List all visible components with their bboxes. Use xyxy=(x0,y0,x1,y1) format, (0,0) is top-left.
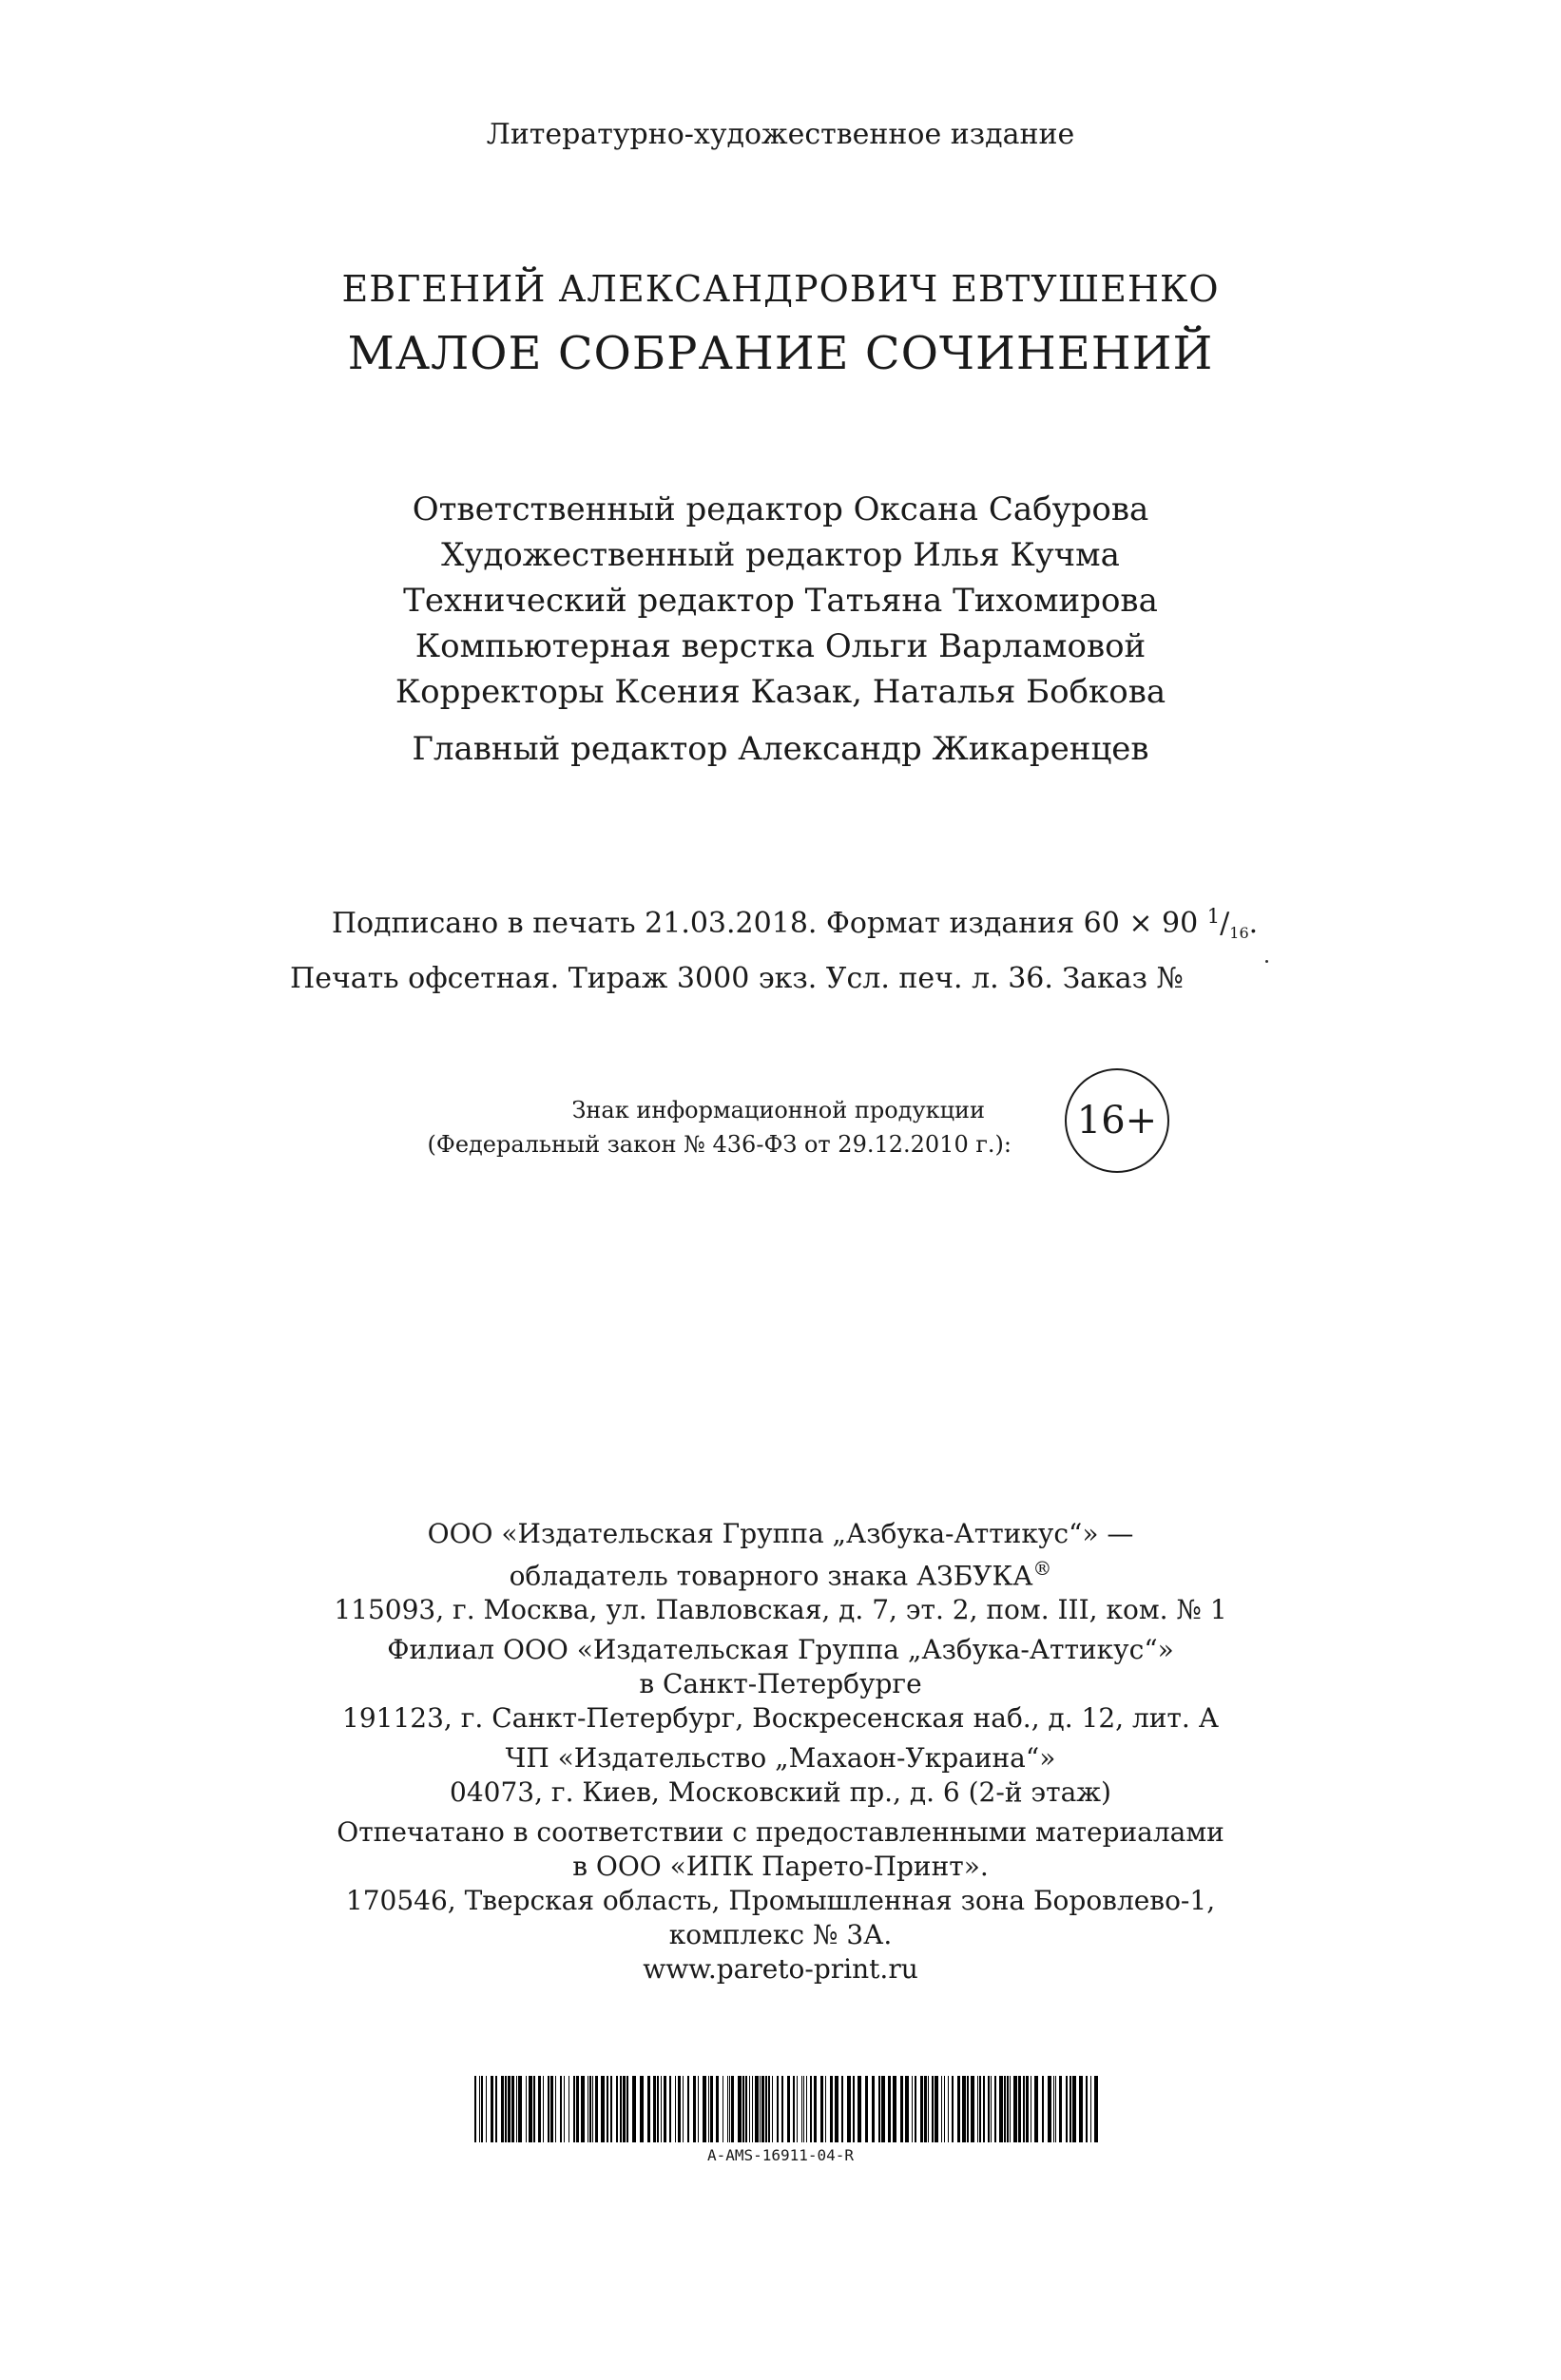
barcode-bar xyxy=(935,2076,938,2142)
barcode-bar xyxy=(1079,2076,1083,2142)
barcode-bar xyxy=(967,2076,969,2142)
barcode-bar xyxy=(772,2076,773,2142)
branch-line: 191123, г. Санкт-Петербург, Воскресенская наб., д. 12, лит. А xyxy=(342,1702,1219,1735)
barcode-bar xyxy=(991,2076,992,2142)
printer-line: 170546, Тверская область, Промышленная зона Боровлево-1, xyxy=(345,1885,1216,1917)
barcode-bar xyxy=(858,2076,861,2142)
print-info-line-1: Подписано в печать 21.03.2018. Формат издания 60 × 90 $^1/_{16}$. xyxy=(331,905,1259,942)
barcode-bar xyxy=(793,2076,795,2142)
barcode-bar xyxy=(941,2076,942,2142)
barcode-bar xyxy=(928,2076,929,2142)
barcode-bar xyxy=(727,2076,728,2142)
barcode-bar xyxy=(1018,2076,1021,2142)
barcode-bar xyxy=(693,2076,696,2142)
credit-line: Технический редактор Татьяна Тихомирова xyxy=(403,582,1158,620)
barcode-bar xyxy=(888,2076,891,2142)
barcode-text: A-AMS-16911-04-R xyxy=(706,2146,855,2164)
barcode-bar xyxy=(640,2076,644,2142)
barcode-bar xyxy=(912,2076,913,2142)
barcode-bar xyxy=(1026,2076,1029,2142)
barcode-bar xyxy=(801,2076,802,2142)
print-info-line-2: Печать офсетная. Тираж 3000 экз. Усл. печ. л. 36. Заказ № xyxy=(290,962,1184,995)
barcode-bar xyxy=(893,2076,896,2142)
barcode-bar xyxy=(729,2076,730,2142)
registered-mark: ® xyxy=(1032,1557,1052,1580)
barcode-bar xyxy=(872,2076,875,2142)
barcode-bar xyxy=(977,2076,978,2142)
print-info xyxy=(0,893,1561,1002)
barcode-bar xyxy=(543,2076,544,2142)
barcode-bar xyxy=(616,2076,618,2142)
barcode-bar xyxy=(742,2076,744,2142)
publisher-line: ООО «Издательская Группа „Азбука-Аттикус“» — xyxy=(427,1518,1134,1549)
barcode-bar xyxy=(731,2076,734,2142)
barcode-bar xyxy=(768,2076,770,2142)
barcode-bar xyxy=(526,2076,527,2142)
barcode-bar xyxy=(589,2076,591,2142)
barcode-bar xyxy=(1023,2076,1025,2142)
staff-credits xyxy=(0,487,1561,772)
age-rating-label: Знак информационной продукции (Федеральный закон № 436-ФЗ от 29.12.2010 г.): xyxy=(427,1097,1012,1158)
barcode-bar xyxy=(601,2076,605,2142)
barcode-bar xyxy=(814,2076,817,2142)
barcode-bar xyxy=(1086,2076,1088,2142)
format-fraction-slash: / xyxy=(1220,907,1230,940)
barcode-bar xyxy=(988,2076,990,2142)
author-name: ЕВГЕНИЙ АЛЕКСАНДРОВИЧ ЕВТУШЕНКО xyxy=(341,268,1220,310)
barcode-bar xyxy=(1013,2076,1017,2142)
barcode-bar xyxy=(474,2076,476,2142)
barcode-bar xyxy=(653,2076,656,2142)
barcode-bar xyxy=(825,2076,826,2142)
barcode-bar xyxy=(491,2076,493,2142)
barcode-bar xyxy=(787,2076,790,2142)
barcode-bar xyxy=(865,2076,868,2142)
branch-line: Филиал ООО «Издательская Группа „Азбука-Аттикус“» xyxy=(387,1634,1174,1666)
barcode-bar xyxy=(607,2076,608,2142)
barcode-bar xyxy=(932,2076,934,2142)
barcode-bar xyxy=(881,2076,885,2142)
barcode-bar xyxy=(501,2076,504,2142)
barcode-bar xyxy=(664,2076,666,2142)
barcode-bar xyxy=(994,2076,996,2142)
barcode-bar xyxy=(548,2076,549,2142)
barcode-bar xyxy=(518,2076,522,2142)
barcode-bar xyxy=(1048,2076,1051,2142)
ukraine-line: 04073, г. Киев, Московский пр., д. 6 (2-й этаж) xyxy=(450,1776,1111,1809)
barcode-bar xyxy=(745,2076,747,2142)
barcode-bar xyxy=(1053,2076,1054,2142)
barcode-bar xyxy=(669,2076,671,2142)
barcode-bar xyxy=(1072,2076,1076,2142)
age-rating-badge: 16+ xyxy=(1065,1068,1169,1173)
genre-label: Литературно-художественное издание xyxy=(486,118,1075,151)
barcode-bar xyxy=(647,2076,650,2142)
barcode-bar xyxy=(626,2076,628,2142)
credit-line: Ответственный редактор Оксана Сабурова xyxy=(412,490,1149,528)
barcode-bar xyxy=(657,2076,659,2142)
barcode-bar xyxy=(698,2076,699,2142)
barcode-bar xyxy=(1004,2076,1006,2142)
barcode-bar xyxy=(841,2076,843,2142)
barcode-bar xyxy=(1055,2076,1056,2142)
barcode-bar xyxy=(687,2076,689,2142)
barcode-bar xyxy=(1059,2076,1062,2142)
stray-dot xyxy=(1265,960,1268,963)
barcode-bar xyxy=(703,2076,706,2142)
barcode-bar xyxy=(835,2076,838,2142)
barcode xyxy=(474,2076,1102,2142)
barcode-bar xyxy=(777,2076,779,2142)
barcode-bar xyxy=(623,2076,626,2142)
barcode-bar xyxy=(1007,2076,1009,2142)
barcode-bar xyxy=(576,2076,579,2142)
publisher-line: 115093, г. Москва, ул. Павловская, д. 7, эт. 2, пом. III, ком. № 1 xyxy=(334,1594,1227,1626)
barcode-bar xyxy=(595,2076,598,2142)
barcode-bar xyxy=(830,2076,833,2142)
barcode-bar xyxy=(529,2076,532,2142)
credit-line: Корректоры Ксения Казак, Наталья Бобкова xyxy=(395,673,1166,711)
printer-line: Отпечатано в соответствии с предоставленными материалами xyxy=(337,1816,1224,1849)
ukraine-line: ЧП «Издательство „Махаон-Украина“» xyxy=(505,1742,1056,1775)
barcode-bar xyxy=(1034,2076,1038,2142)
publisher-line: обладатель товарного знака АЗБУКА® xyxy=(509,1557,1052,1592)
credit-line: Компьютерная верстка Ольги Варламовой xyxy=(414,627,1147,665)
barcode-bar xyxy=(661,2076,662,2142)
barcode-bar xyxy=(810,2076,812,2142)
barcode-bar xyxy=(1066,2076,1068,2142)
barcode-bar xyxy=(948,2076,949,2142)
barcode-bar xyxy=(1094,2076,1098,2142)
format-fraction-denominator: 16 xyxy=(1229,924,1249,942)
barcode-bar xyxy=(1090,2076,1091,2142)
barcode-bar xyxy=(806,2076,807,2142)
barcode-bar xyxy=(610,2076,612,2142)
barcode-bar xyxy=(820,2076,823,2142)
chief-editor-line: Главный редактор Александр Жикаренцев xyxy=(412,730,1149,768)
printer-line: в ООО «ИПК Парето-Принт». xyxy=(572,1851,989,1883)
barcode-bar xyxy=(979,2076,981,2142)
barcode-bar xyxy=(781,2076,783,2142)
barcode-bar xyxy=(738,2076,742,2142)
barcode-bar xyxy=(905,2076,909,2142)
barcode-bar xyxy=(710,2076,713,2142)
barcode-bar xyxy=(1070,2076,1071,2142)
printer-website: www.pareto-print.ru xyxy=(643,1953,918,1986)
barcode-bar xyxy=(952,2076,954,2142)
barcode-bar xyxy=(900,2076,903,2142)
barcode-bar xyxy=(675,2076,676,2142)
credit-line: Художественный редактор Илья Кучма xyxy=(441,536,1120,574)
barcode-bar xyxy=(486,2076,487,2142)
barcode-bar xyxy=(632,2076,636,2142)
publisher-info xyxy=(0,1517,1561,1987)
barcode-bar xyxy=(581,2076,585,2142)
barcode-bar xyxy=(760,2076,761,2142)
barcode-bar xyxy=(481,2076,483,2142)
barcode-bar xyxy=(708,2076,709,2142)
barcode-bar xyxy=(678,2076,681,2142)
barcode-bar xyxy=(516,2076,517,2142)
barcode-bar xyxy=(479,2076,480,2142)
barcode-bar xyxy=(511,2076,514,2142)
barcode-bar xyxy=(944,2076,945,2142)
barcode-bar xyxy=(962,2076,966,2142)
barcode-bar xyxy=(495,2076,497,2142)
barcode-bar xyxy=(755,2076,759,2142)
branch-line: в Санкт-Петербурге xyxy=(639,1668,922,1700)
book-title: МАЛОЕ СОБРАНИЕ СОЧИНЕНИЙ xyxy=(347,327,1214,380)
barcode-bar xyxy=(803,2076,804,2142)
barcode-bar xyxy=(573,2076,575,2142)
barcode-bar xyxy=(924,2076,927,2142)
barcode-bar xyxy=(555,2076,556,2142)
barcode-bar xyxy=(550,2076,553,2142)
barcode-bar xyxy=(683,2076,684,2142)
barcode-bar xyxy=(761,2076,764,2142)
barcode-bar xyxy=(915,2076,916,2142)
barcode-bar xyxy=(999,2076,1003,2142)
barcode-bar xyxy=(508,2076,511,2142)
barcode-bar xyxy=(920,2076,923,2142)
barcode-bar xyxy=(505,2076,507,2142)
barcode-bar xyxy=(847,2076,851,2142)
barcode-bar xyxy=(1042,2076,1044,2142)
barcode-bar xyxy=(592,2076,593,2142)
barcode-bar xyxy=(797,2076,798,2142)
barcode-bar xyxy=(716,2076,719,2142)
barcode-bar xyxy=(878,2076,880,2142)
barcode-bar xyxy=(971,2076,974,2142)
barcode-bar xyxy=(749,2076,750,2142)
barcode-bar xyxy=(957,2076,960,2142)
barcode-bar xyxy=(752,2076,753,2142)
barcode-bar xyxy=(1010,2076,1011,2142)
printer-line: комплекс № 3А. xyxy=(668,1919,893,1951)
barcode-bar xyxy=(560,2076,562,2142)
barcode-bar xyxy=(564,2076,565,2142)
barcode-bar xyxy=(983,2076,985,2142)
barcode-bar xyxy=(620,2076,622,2142)
barcode-bar xyxy=(853,2076,855,2142)
barcode-bar xyxy=(538,2076,541,2142)
format-fraction-numerator: 1 xyxy=(1206,905,1221,928)
barcode-bar xyxy=(765,2076,767,2142)
barcode-bar xyxy=(533,2076,535,2142)
